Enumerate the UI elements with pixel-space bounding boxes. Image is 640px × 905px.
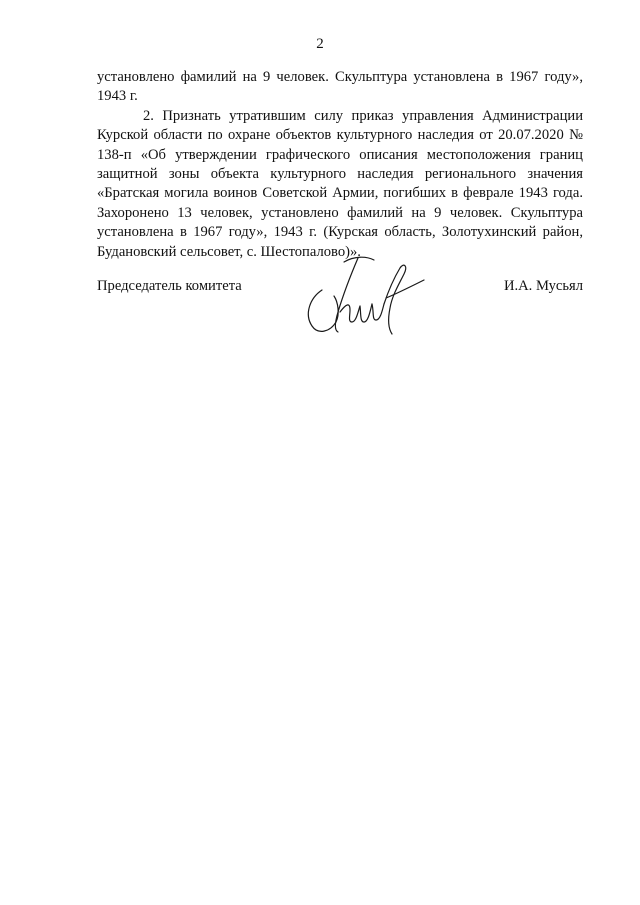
paragraph-item-2: 2. Признать утратившим силу приказ управления Администрации Курской области по охране объектов культурного наследия от 20.07.2020 № 138-п «Об утверждении графического описания местоположения границ защитной зоны объекта культурного наследия регионального значения «Братская могила воинов Советской Армии, погибших в феврале 1943 года. Захоронено 13 человек, установлено фамилий на 9 человек. Скульптура установлена в 1967 году», 1943 г. (Курская область, Золотухинский район, Будановский сельсовет, с. Шестопалово)». — [97, 107, 583, 260]
handwritten-signature — [300, 252, 430, 342]
signer-title: Председатель комитета — [97, 278, 242, 294]
page-number: 2 — [316, 36, 324, 52]
paragraph-continued: установлено фамилий на 9 человек. Скульптура установлена в 1967 году», 1943 г. — [97, 69, 583, 105]
signer-name: И.А. Мусьял — [503, 278, 583, 294]
document-body — [97, 68, 583, 262]
